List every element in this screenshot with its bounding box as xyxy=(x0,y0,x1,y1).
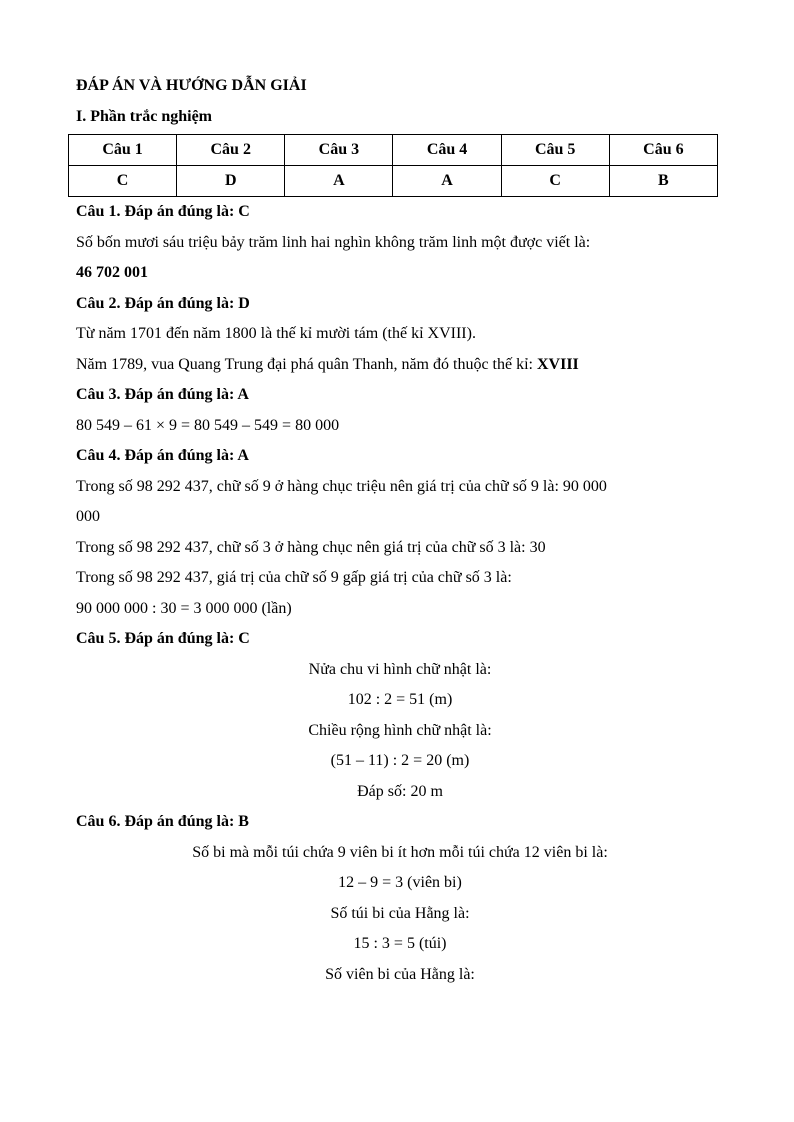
q2-line1: Từ năm 1701 đến năm 1800 là thế kỉ mười tám (thế kỉ XVIII). xyxy=(76,325,476,342)
q6-line: 15 : 3 = 5 (túi) xyxy=(353,935,447,952)
q4-heading: Câu 4. Đáp án đúng là: A xyxy=(76,447,249,464)
answer-table-cell: B xyxy=(609,166,717,197)
q1-heading: Câu 1. Đáp án đúng là: C xyxy=(76,203,250,220)
q3-heading: Câu 3. Đáp án đúng là: A xyxy=(76,386,249,403)
q2-heading: Câu 2. Đáp án đúng là: D xyxy=(76,294,250,312)
document-content xyxy=(76,70,724,990)
q4-line2: Trong số 98 292 437, chữ số 3 ở hàng chục nên giá trị của chữ số 3 là: 30 xyxy=(76,538,546,556)
q6-line: Số bi mà mỗi túi chứa 9 viên bi ít hơn mỗi túi chứa 12 viên bi là: xyxy=(192,843,608,861)
q4-line1-continued: 000 xyxy=(76,508,100,525)
q2-line2 xyxy=(76,350,724,381)
answer-table xyxy=(68,134,718,197)
answer-table-header-row xyxy=(69,135,718,166)
answer-table-cell: C xyxy=(501,166,609,197)
q4-line1: Trong số 98 292 437, chữ số 9 ở hàng chục triệu nên giá trị của chữ số 9 là: 90 000 xyxy=(76,477,607,495)
answer-table-cell: C xyxy=(69,166,177,197)
answer-table-cell: A xyxy=(393,166,501,197)
q5-line: 102 : 2 = 51 (m) xyxy=(347,691,453,708)
q4-line3: Trong số 98 292 437, giá trị của chữ số 9 gấp giá trị của chữ số 3 là: xyxy=(76,569,512,586)
q6-line: Số túi bi của Hằng là: xyxy=(330,904,470,922)
answer-table-cell: A xyxy=(285,166,393,197)
q6-heading: Câu 6. Đáp án đúng là: B xyxy=(76,813,249,830)
q5-line: (51 – 11) : 2 = 20 (m) xyxy=(330,752,470,769)
q2-line2-answer: XVIII xyxy=(536,355,579,373)
answer-table-answer-row xyxy=(69,166,718,197)
answer-table-header: Câu 1 xyxy=(69,135,177,166)
q5-line: Chiều rộng hình chữ nhật là: xyxy=(308,721,492,739)
q2-line2-text: Năm 1789, vua Quang Trung đại phá quân Thanh, năm đó thuộc thế kỉ: xyxy=(76,355,537,373)
document-title: ĐÁP ÁN VÀ HƯỚNG DẪN GIẢI xyxy=(76,77,307,94)
q4-line4: 90 000 000 : 30 = 3 000 000 (lần) xyxy=(76,599,292,617)
q6-line: 12 – 9 = 3 (viên bi) xyxy=(338,874,462,891)
q1-answer: 46 702 001 xyxy=(76,264,148,281)
q1-text: Số bốn mươi sáu triệu bảy trăm linh hai nghìn không trăm linh một được viết là: xyxy=(76,233,591,251)
answer-table-header: Câu 3 xyxy=(285,135,393,166)
q3-line1: 80 549 – 61 × 9 = 80 549 – 549 = 80 000 xyxy=(76,416,340,434)
q6-line: Số viên bi của Hằng là: xyxy=(325,965,475,983)
section-heading-multiple-choice: I. Phần trắc nghiệm xyxy=(76,108,212,125)
answer-table-header: Câu 5 xyxy=(501,135,609,166)
answer-table-header: Câu 6 xyxy=(609,135,717,166)
q5-heading: Câu 5. Đáp án đúng là: C xyxy=(76,630,250,647)
answer-table-header: Câu 2 xyxy=(177,135,285,166)
answer-table-header: Câu 4 xyxy=(393,135,501,166)
q5-line: Nửa chu vi hình chữ nhật là: xyxy=(308,660,492,678)
answer-table-cell: D xyxy=(177,166,285,197)
q5-line: Đáp số: 20 m xyxy=(357,782,443,800)
